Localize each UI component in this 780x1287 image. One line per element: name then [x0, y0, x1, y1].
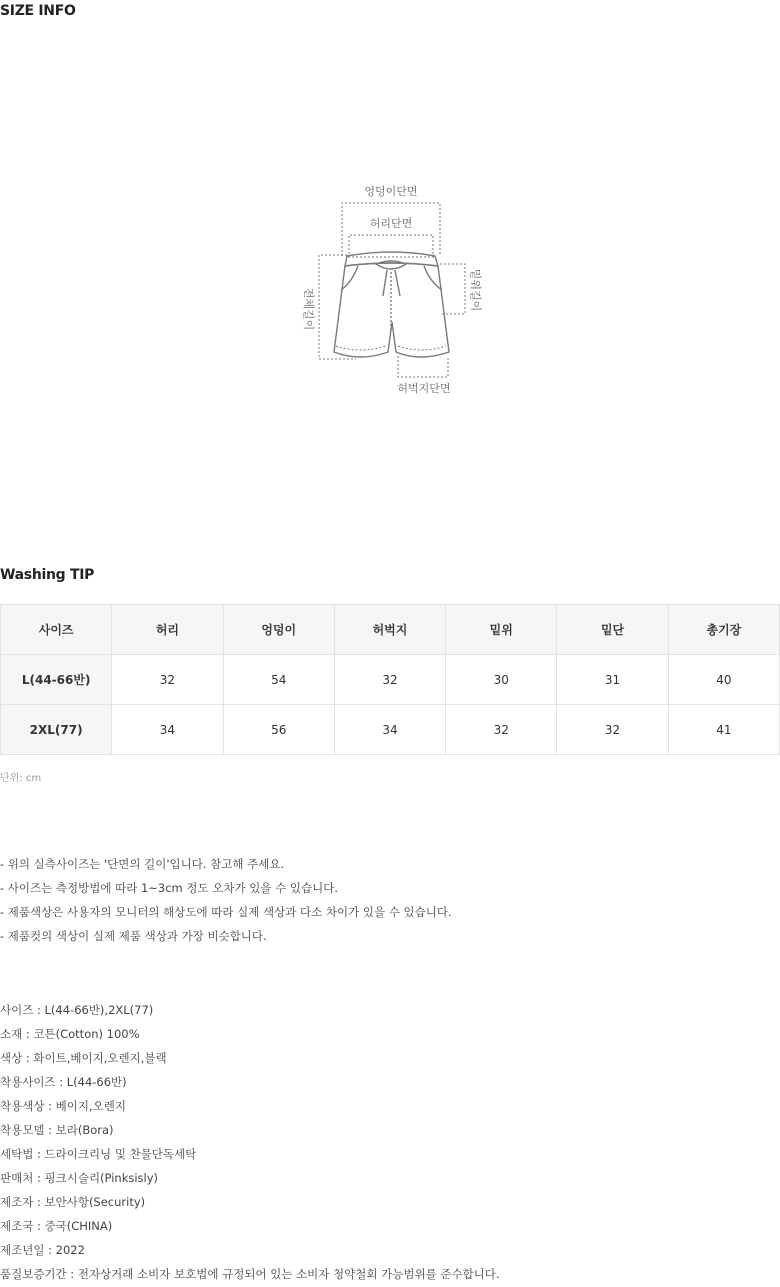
hip-measure-label: 엉덩이단면	[364, 185, 418, 198]
header-thigh: 허벅지	[334, 605, 445, 655]
spec-line: 판매처 : 핑크시슬리(Pinksisly)	[0, 1171, 159, 1185]
measurement-notes	[0, 852, 452, 948]
rise-length-label: 밑위길이	[469, 268, 482, 312]
note-line: - 사이즈는 측정방법에 따라 1~3cm 정도 오차가 있을 수 있습니다.	[0, 881, 339, 895]
table-cell: 32	[112, 655, 223, 705]
table-cell: 40	[668, 655, 779, 705]
table-cell: 34	[112, 705, 223, 755]
spec-line: 색상 : 화이트,베이지,오렌지,블랙	[0, 1051, 167, 1065]
thigh-measure-label: 허벅지단면	[397, 382, 451, 395]
shorts-measurement-diagram	[300, 180, 480, 400]
note-line: - 제품컷의 색상이 실제 제품 색상과 가장 비슷합니다.	[0, 929, 267, 943]
table-cell: 32	[446, 705, 557, 755]
spec-line: 품질보증기간 : 전자상거래 소비자 보호법에 규정되어 있는 소비자 청약철회 가능범위를 준수합니다.	[0, 1267, 500, 1281]
table-cell: L(44-66반)	[1, 655, 112, 705]
waist-measure-label: 허리단면	[369, 217, 413, 230]
size-table	[0, 604, 780, 755]
spec-line: 착용사이즈 : L(44-66반)	[0, 1075, 127, 1089]
table-cell: 32	[557, 705, 668, 755]
spec-line: 제조년일 : 2022	[0, 1243, 85, 1257]
total-length-label: 전체길이	[302, 287, 315, 331]
unit-note: 단위: cm	[0, 773, 42, 784]
header-hip: 엉덩이	[223, 605, 334, 655]
spec-line: 제조자 : 보안사항(Security)	[0, 1195, 146, 1209]
table-header-row	[1, 605, 780, 655]
table-cell: 56	[223, 705, 334, 755]
product-specs	[0, 998, 500, 1286]
table-row	[1, 655, 780, 705]
header-rise: 밑위	[446, 605, 557, 655]
table-cell: 32	[334, 655, 445, 705]
table-row	[1, 705, 780, 755]
header-hem: 밑단	[557, 605, 668, 655]
spec-line: 제조국 : 중국(CHINA)	[0, 1219, 113, 1233]
table-cell: 54	[223, 655, 334, 705]
table-cell: 34	[334, 705, 445, 755]
washing-tip-title: Washing TIP	[0, 567, 95, 583]
table-cell: 41	[668, 705, 779, 755]
note-line: - 제품색상은 사용자의 모니터의 해상도에 따라 실제 색상과 다소 차이가 있을 수 있습니다.	[0, 905, 452, 919]
spec-line: 착용모델 : 보라(Bora)	[0, 1123, 114, 1137]
size-info-title: SIZE INFO	[0, 3, 76, 19]
table-cell: 30	[446, 655, 557, 705]
spec-line: 세탁법 : 드라이크리닝 및 찬물단독세탁	[0, 1147, 197, 1161]
spec-line: 사이즈 : L(44-66반),2XL(77)	[0, 1003, 154, 1017]
table-cell: 31	[557, 655, 668, 705]
spec-line: 착용색상 : 베이지,오렌지	[0, 1099, 126, 1113]
table-cell: 2XL(77)	[1, 705, 112, 755]
header-waist: 허리	[112, 605, 223, 655]
header-size: 사이즈	[1, 605, 112, 655]
note-line: - 위의 실측사이즈는 '단면의 길이'입니다. 참고해 주세요.	[0, 857, 285, 871]
spec-line: 소재 : 코튼(Cotton) 100%	[0, 1027, 140, 1041]
header-total-length: 총기장	[668, 605, 779, 655]
